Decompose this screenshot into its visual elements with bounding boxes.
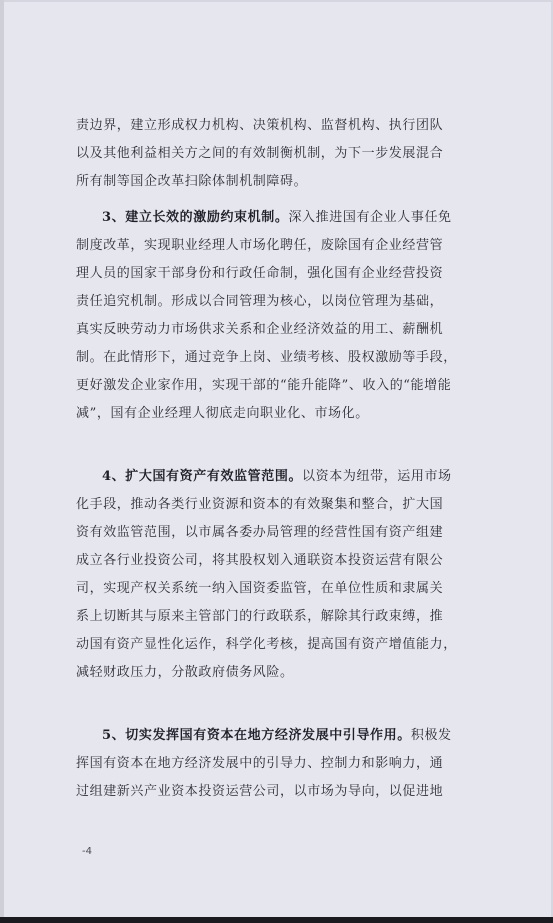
section-5-first-line-text: 积极发 <box>410 728 452 743</box>
section-3-first-line <box>76 204 486 232</box>
text-line: 理人员的国家干部身份和行政任命制，强化国有企业经营投资 <box>76 266 444 281</box>
text-line: 动国有资产显性化运作，科学化考核，提高国有资产增值能力， <box>76 637 457 652</box>
section-4-heading: 4、扩大国有资产有效监管范围。 <box>102 469 303 484</box>
paragraph-continuation <box>76 112 486 196</box>
text-line: 过组建新兴产业资本投资运营公司，以市场为导向，以促进地 <box>76 784 444 799</box>
text-line: 真实反映劳动力市场供求关系和企业经济效益的用工、薪酬机 <box>76 322 444 337</box>
section-5-first-line <box>76 722 486 750</box>
scan-shadow-bottom <box>0 917 553 923</box>
text-line: 更好激发企业家作用，实现干部的“能升能降”、收入的“能增能 <box>76 378 452 393</box>
text-line: 系上切断其与原来主管部门的行政联系，解除其行政束缚，推 <box>76 609 444 624</box>
text-line: 所有制等国企改革扫除体制机制障碍。 <box>76 174 308 189</box>
text-line: 资有效监管范围，以市属各委办局管理的经营性国有资产组建 <box>76 525 444 540</box>
text-line: 成立各行业投资公司，将其股权划入通联资本投资运营有限公 <box>76 553 444 568</box>
page-number: -4 <box>82 846 92 857</box>
text-line: 责边界，建立形成权力机构、决策机构、监督机构、执行团队 <box>76 118 444 133</box>
scan-shadow-left <box>0 0 4 923</box>
text-line: 司，实现产权关系统一纳入国资委监管，在单位性质和隶属关 <box>76 581 444 596</box>
section-3-paragraph <box>76 204 486 428</box>
text-line: 以及其他利益相关方之间的有效制衡机制，为下一步发展混合 <box>76 146 444 161</box>
text-line: 制度改革，实现职业经理人市场化聘任，废除国有企业经营管 <box>76 238 444 253</box>
text-line: 减轻财政压力，分散政府债务风险。 <box>76 665 294 680</box>
section-5-paragraph <box>76 722 486 806</box>
section-3-first-line-text: 深入推进国有企业人事任免 <box>288 210 452 225</box>
text-line: 制。在此情形下，通过竞争上岗、业绩考核、股权激励等手段， <box>76 350 457 365</box>
text-line: 挥国有资本在地方经济发展中的引导力、控制力和影响力，通 <box>76 756 444 771</box>
section-4-first-line <box>76 463 486 491</box>
text-line: 化手段，推动各类行业资源和资本的有效聚集和整合，扩大国 <box>76 497 444 512</box>
section-4-first-line-text: 以资本为纽带，运用市场 <box>302 469 452 484</box>
text-line: 减”，国有企业经理人彻底走向职业化、市场化。 <box>76 406 369 421</box>
section-5-heading: 5、切实发挥国有资本在地方经济发展中引导作用。 <box>102 728 411 743</box>
section-3-heading: 3、建立长效的激励约束机制。 <box>102 210 289 225</box>
text-line: 责任追究机制。形成以合同管理为核心，以岗位管理为基础， <box>76 294 444 309</box>
section-4-paragraph <box>76 463 486 687</box>
